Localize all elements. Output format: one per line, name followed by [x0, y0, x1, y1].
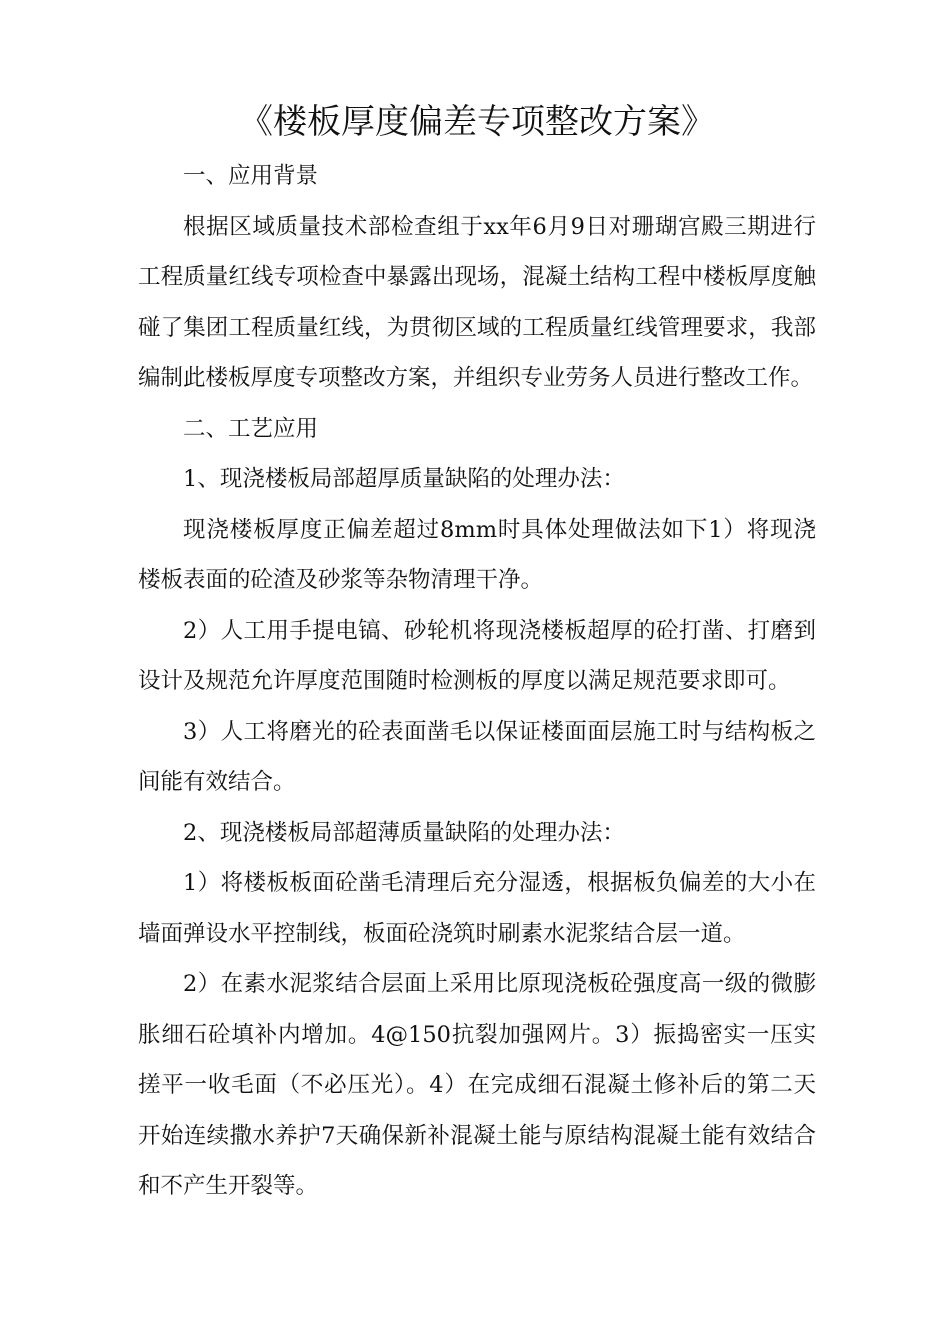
subheading-overthick: 1、现浇楼板局部超厚质量缺陷的处理办法： [183, 466, 625, 492]
section-heading-process: 二、工艺应用 [183, 415, 319, 442]
paragraph-overthin-step1: 1）将楼板板面砼凿毛清理后充分湿透，根据板负偏差的大小在墙面弹设水平控制线，板面砼浇筑时刷素水泥浆结合层一道。 [138, 870, 816, 947]
paragraph-overthick-step2: 2）人工用手提电镐、砂轮机将现浇楼板超厚的砼打凿、打磨到设计及规范允许厚度范围随时检测板的厚度以满足规范要求即可。 [138, 617, 816, 694]
paragraph-overthin-step2: 2）在素水泥浆结合层面上采用比原现浇板砼强度高一级的微膨胀细石砼填补内增加。4@150抗裂加强网片。3）振捣密实一压实搓平一收毛面（不必压光）。4）在完成细石混凝土修补后的第二天开始连续撒水养护7天确保新补混凝土能与原结构混凝土能有效结合和不产生开裂等。 [138, 971, 816, 1199]
document-title: 《楼板厚度偏差专项整改方案》 [239, 102, 715, 142]
paragraph-overthick-step3: 3）人工将磨光的砼表面凿毛以保证楼面面层施工时与结构板之间能有效结合。 [138, 718, 816, 795]
paragraph-overthick-step1: 现浇楼板厚度正偏差超过8mm时具体处理做法如下1）将现浇楼板表面的砼渣及砂浆等杂物清理干净。 [138, 516, 816, 593]
subheading-overthin: 2、现浇楼板局部超薄质量缺陷的处理办法： [183, 819, 625, 846]
section-heading-background: 一、应用背景 [183, 163, 319, 189]
paragraph-background: 根据区域质量技术部检查组于xx年6月9日对珊瑚宫殿三期进行工程质量红线专项检查中暴露出现场，混凝土结构工程中楼板厚度触碰了集团工程质量红线，为贯彻区域的工程质量红线管理要求，我部编制此楼板厚度专项整改方案，并组织专业劳务人员进行整改工作。 [138, 213, 816, 391]
document-body [138, 151, 816, 1212]
